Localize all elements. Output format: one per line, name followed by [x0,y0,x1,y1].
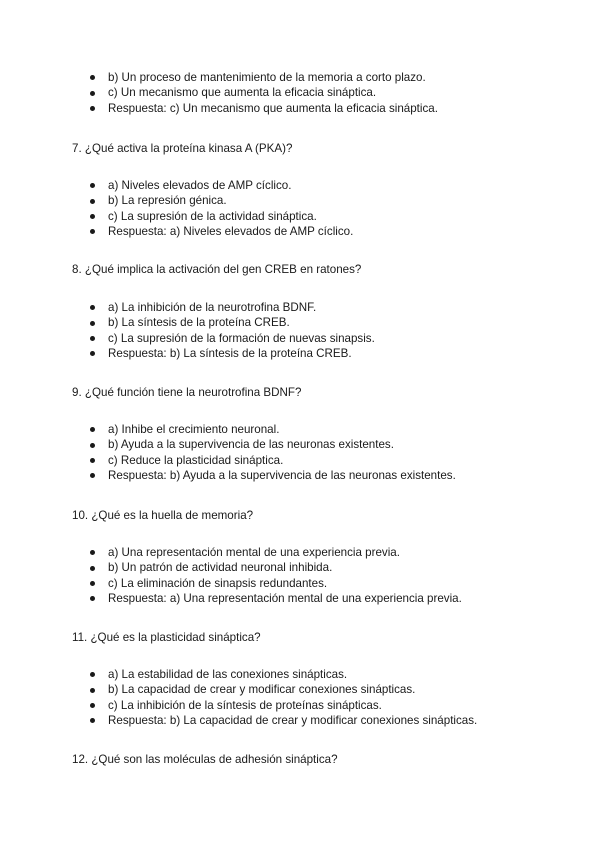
option-item [0,422,600,437]
option-text: c) La supresión de la actividad sináptica. [108,209,317,223]
option-item [0,698,600,713]
answer-item [0,101,600,116]
question-heading: 12. ¿Qué son las moléculas de adhesión sináptica? [72,753,338,766]
option-text: b) La capacidad de crear y modificar conexiones sinápticas. [108,683,416,697]
option-text: c) Un mecanismo que aumenta la eficacia sináptica. [108,86,377,100]
option-text: b) La represión génica. [108,194,227,208]
answer-text: Respuesta: a) Una representación mental de una experiencia previa. [108,592,462,606]
option-item [0,193,600,208]
bullet-icon [90,718,95,723]
bullet-icon [90,199,95,204]
answer-item [0,346,600,361]
bullet-icon [90,581,95,586]
bullet-icon [90,427,95,432]
option-text: c) La eliminación de sinapsis redundantes. [108,576,328,590]
option-list [0,667,600,729]
bullet-icon [90,351,95,356]
question-heading: 9. ¿Qué función tiene la neurotrofina BDNF? [72,386,302,399]
option-text: c) Reduce la plasticidad sináptica. [108,453,284,467]
option-item [0,667,600,682]
option-text: a) La estabilidad de las conexiones sinápticas. [108,668,348,681]
question-heading: 10. ¿Qué es la huella de memoria? [72,509,254,522]
option-list [0,300,600,362]
option-list [0,545,600,607]
bullet-icon [90,214,95,219]
bullet-icon [90,229,95,234]
option-text: b) Un proceso de mantenimiento de la memoria a corto plazo. [108,71,426,84]
option-text: c) La supresión de la formación de nuevas sinapsis. [108,331,375,345]
answer-item [0,713,600,728]
question-heading: 11. ¿Qué es la plasticidad sináptica? [72,631,261,644]
option-item [0,209,600,224]
option-list [0,178,600,240]
option-item [0,178,600,193]
option-item [0,453,600,468]
answer-item [0,591,600,606]
bullet-icon [90,473,95,478]
question-heading: 7. ¿Qué activa la proteína kinasa A (PKA)? [72,142,293,155]
option-item [0,437,600,452]
bullet-icon [90,703,95,708]
bullet-icon [90,106,95,111]
option-text: b) La síntesis de la proteína CREB. [108,316,290,330]
answer-text: Respuesta: b) Ayuda a la supervivencia de las neuronas existentes. [108,469,456,483]
answer-text: Respuesta: a) Niveles elevados de AMP cíclico. [108,225,354,239]
option-item [0,70,600,85]
option-item [0,331,600,346]
answer-text: Respuesta: c) Un mecanismo que aumenta la eficacia sináptica. [108,101,438,115]
option-list [0,70,600,116]
bullet-icon [90,183,95,188]
option-text: c) La inhibición de la síntesis de proteínas sinápticas. [108,698,382,712]
answer-text: Respuesta: b) La síntesis de la proteína CREB. [108,347,352,361]
bullet-icon [90,443,95,448]
bullet-icon [90,305,95,310]
option-item [0,545,600,560]
option-text: b) Ayuda a la supervivencia de las neuronas existentes. [108,438,394,452]
option-text: a) Inhibe el crecimiento neuronal. [108,423,280,436]
answer-item [0,224,600,239]
bullet-icon [90,458,95,463]
bullet-icon [90,672,95,677]
option-text: b) Un patrón de actividad neuronal inhibida. [108,561,333,575]
option-item [0,576,600,591]
bullet-icon [90,688,95,693]
option-item [0,300,600,315]
option-list [0,422,600,484]
option-item [0,560,600,575]
option-item [0,315,600,330]
option-item [0,85,600,100]
option-item [0,682,600,697]
bullet-icon [90,566,95,571]
option-text: a) Una representación mental de una experiencia previa. [108,546,400,559]
bullet-icon [90,550,95,555]
bullet-icon [90,75,95,80]
option-text: a) La inhibición de la neurotrofina BDNF. [108,301,317,314]
option-text: a) Niveles elevados de AMP cíclico. [108,179,292,192]
question-heading: 8. ¿Qué implica la activación del gen CREB en ratones? [72,263,362,276]
answer-text: Respuesta: b) La capacidad de crear y modificar conexiones sinápticas. [108,714,478,728]
bullet-icon [90,91,95,96]
bullet-icon [90,336,95,341]
answer-item [0,468,600,483]
bullet-icon [90,596,95,601]
bullet-icon [90,321,95,326]
